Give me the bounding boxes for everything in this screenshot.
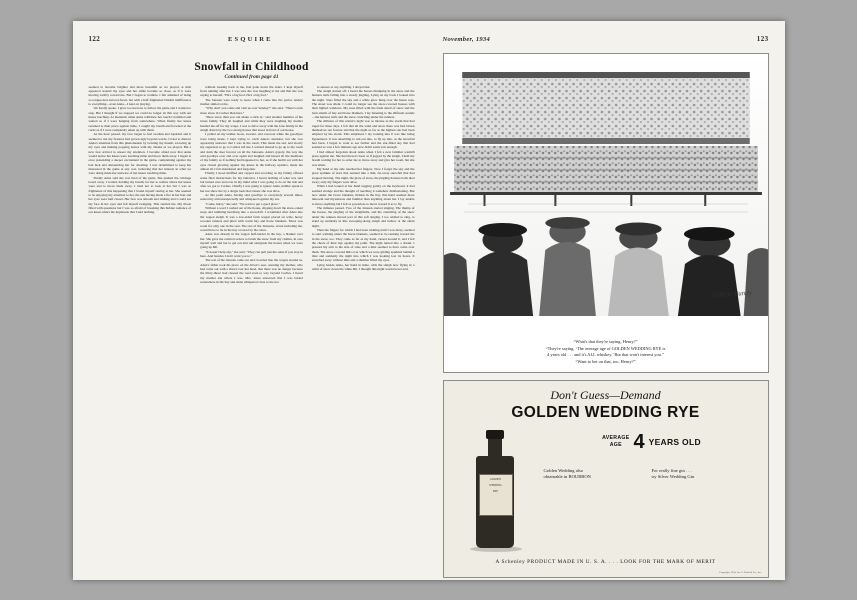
ad-brand-title: GOLDEN WEDDING RYE [511, 403, 700, 421]
article-column-2 [200, 85, 303, 285]
ad-note-left-line-2: obtainable in BOURBON [543, 474, 591, 480]
whiskey-advertisement [443, 380, 769, 578]
left-page [73, 21, 429, 580]
article-continued-line: Continued from page 41 [224, 73, 279, 80]
paragraph: "Why don't you come and visit us over Sunday?" she said. "There's even more snow in Corlies than here." [200, 106, 303, 115]
paragraph: The minutes passed. Two of the Janssen started singing. The thump of the horses, the jingling of the sleighbells, and the crunching of the snow under the runners moved part of this soft singing. I too wished to sing, to stand up suddenly in this swooping-along sleigh and bellow at the silent night. [311, 206, 415, 228]
right-running-head [443, 35, 769, 47]
right-folio: 123 [756, 34, 769, 43]
caption-line-3: 4 years old . . . and it's ALL whiskey.’ But that won't interest you.” [547, 352, 664, 358]
age-label-line-2: AGE [609, 441, 622, 448]
caption-line-4: “Want to bet on that, too, Henry?” [575, 358, 636, 364]
age-statement [544, 432, 760, 452]
ad-footer-line: A Schenley PRODUCT MADE IN U. S. A. . . . LOOK FOR THE MARK OF MERIT [495, 558, 716, 565]
paragraph: Then the fingers for which I had been wishing until I was dizzy, seemed to start walking under the horse blankets, seemed to be running toward me in the snow, too. They came as far as my hand, closed around it, and I felt the chock of their lips against my palm. The night turned into a dream. I pressed my arm to the side of state and a mist seemed to have come over them. The snow-covered hills over which we were gliding sparkled behind a mist and suddenly the night into which I was looking lost its hours. It stretched away without time and a slumber filled my eyes. [311, 227, 415, 263]
paragraph: When I had looked at her hand tugging gently on the keyboard, it had seemed strange and the thought of touching it somehow disillusioning. But now under the brave blankets, hidden in the hay, this hand seemed more innocent and mysterious and familiar than anything about her. I lay unable to move anything but I felt as powerless to move toward it as to fly. [311, 184, 415, 206]
magazine-name: ESQUIRE [228, 35, 273, 43]
paragraph: The Janssen were ready to leave when I came into the parlor. Anna's mother smiled at me. [200, 97, 303, 106]
article-title: Snowfall in Childhood [194, 60, 309, 73]
age-suffix: YEARS OLD [648, 436, 701, 447]
issue-date: November, 1934 [442, 35, 491, 43]
paragraph: Anna was already in the wagon half-buried in the hay, a blanket over her. She gave me comical orders to brush the snow from my clothes, in case myself well and not to get out and run alongside the horses when we were going up hill. [200, 232, 303, 250]
paragraph: The sleigh started off. I heard the horses thumping in the snow and the harness bells falling into a steady jingling. Lying on my back I looked into the night. Stars filled the sky and a white glow hung over the house tops. The street was silent. I could no longer see the snow-covered houses with their lighted windows. My nose filled with the fresh smell of snow and the barn smells of hay and horse blankets. I lay listening to the different sounds—the harness bells and the snow crunching under the runners. [311, 88, 415, 119]
two-page-spread [73, 21, 785, 580]
bottle-label-line-3: RYE [492, 490, 499, 494]
ad-note-right-line-2: try Silver Wedding Gin [651, 474, 695, 480]
age-label [602, 435, 629, 448]
caption-line-2: “They're saying, ‘The average age of GOLDEN WEDDING RYE is [545, 345, 666, 351]
paragraph: I had almost forgotten about Anna when I felt a new familiar warmth press against me. She had moved closer as if jogged by the sleigh. I held my breath waiting for her to order me to move away and give her room, but she was silent. [311, 149, 415, 167]
ad-right-column [538, 426, 760, 552]
paragraph: I pulled on my leather boots, sweater, and overcoat while the goodbyes were being made. I kept trying to catch Anna's attention, but she was apparently unaware that I was in the room. This made me sad, and slowly my eagerness to go to Corlies left me. I wanted instead to go up to my room and slam the door forever on all the Janssens. Anna's gayety, the way she said goodbye over and over again and laughed and kissed all the members of my family as if nothing had happened to her, as if she hadn't sat with her eyes closed glowing against my knees in the hallway upstairs, made me almost ill. I felt abandoned and forgotten. [200, 132, 303, 172]
ad-notes [544, 468, 760, 481]
bottle-neck [488, 436, 502, 460]
paragraph: My hand at my side touched her fingers. Now I forgot the sky and the great sprinkle of stars that seemed like a thin, far-away snowfall that had stopped moving. The night, the glare of snow, the jingling harness bells died away; only my fingers were alive. [311, 167, 415, 185]
article-header [89, 61, 415, 80]
ad-note-right [652, 468, 760, 481]
cartoon-illustration [444, 54, 768, 316]
age-number: 4 [633, 430, 645, 453]
article-column-3 [312, 85, 415, 285]
paragraph: At this point Anna, having said goodbye to everybody several times, seized my arm unexpectedly and whispered against my ear. [200, 193, 303, 202]
paragraph: Lying beside Anna, her hand in mine, with the sleigh now flying in a whirl of snow down the white hill, I thought this night would never end. [311, 262, 415, 271]
paragraph: Without a word I rushed out of the house, slipping down the snow-caked steps and tumbling headlong into a snowdrift. I scrambled after Anna into the wagon sleigh. It was a low-sided farm wagon placed on wide, heavy wooden runners and piled with warm hay and horse blankets. There was room for only one in the seat. The rest of the Janssens, seven including me, would have to lie in the hay covered by the robes. [200, 206, 303, 232]
paragraph: without looking back at me, had gone down the stairs. I kept myself from running after her. I was sure she was laughing at me and that she was saying to herself, "He's a big fool. He's a big fool." [200, 84, 303, 98]
ad-note-left-line-1: Golden Wedding also [543, 467, 584, 473]
paragraph: seemed to become brighter and more beautiful as we played. A mist appeared around my eyes and her smile became so close, as if it were moving swiftly toward me. But I began to tremble. I felt ashamed of being so tongue-tied and red-faced, but with a half-frightened blissful indifference to everything—even Anna—I kept on playing. [88, 84, 192, 106]
cartoon-panel [443, 53, 769, 373]
article-columns [89, 85, 415, 285]
right-page [429, 21, 785, 580]
bottle-cap [486, 430, 504, 439]
bottle-illustration [452, 426, 538, 552]
paragraph: We hardly spoke. I grew too nervous to follow the game and I wanted to stop. But I thought if we stopped we could no longer sit this way with our knees touching. At moments when Anna withdrew her touch I trembled and waited as if I were hanging from somewhere. When finally her knees returned to their place against mine, I caught my breath and frowned at the cards as if I were completely taken up with them. [88, 106, 192, 132]
paragraph: "Come, hurry," she said. "We want to get a good place." [205, 201, 280, 206]
ad-kicker: Don't Guess—Demand [550, 387, 661, 402]
artist-signature: Gilbert Bundy [711, 288, 752, 299]
paragraph: The stillness of this winter's night was as intense as the storm that had raged for three days. I felt that all the wind and snow there was had blown themselves out forever and that the night so far as the highest star had been emptied by the storm. This emptiness I lay looking into it was like being hypnotized. It was unsettling to run out into, to fly up into, as the snowfall had been. I began to want to see farther and the star-filled sky that had seemed so vast a few minutes ago now didn't seem vast enough. [311, 119, 415, 150]
paragraph: As the hour passed, my face began to feel swollen and lopsided and it seemed to me my features had grown ugly beyond words. I tried to distract Anna's attention from this phenomenon by twisting my mouth, screwing up my eyes and making popping noises with my cheeks as we played. But a new fear arrived to unseat my attention. I became afraid now that Anna would notice her knees were touching mine and move them away. I began at once pretending a deeper excitement in the game, complaining against my bad luck and denouncing her for cheating. I was determined to keep her interested in the game at any cost, believing that her interest in what we were doing made her unaware of her knees touching mine. [88, 132, 192, 176]
bottle-label-line-2: WEDDING [489, 483, 502, 487]
article-column-1 [89, 85, 192, 285]
age-label-line-1: AVERAGE [602, 435, 630, 442]
paragraph: to answer or say anything. I obeyed her. [316, 84, 371, 89]
paragraph: "It doesn't help any," she said. "They can pull just the same if you stay in here. And besides I don't want you to." [200, 249, 303, 258]
paragraph: Finally Anna said she was tired of the game. She pushed the cribbage board away. I waited, holding my breath, for her to realize where her knees were and to move them away. I tried not to look at her but I was so frightened of this happening that I found myself staring at her. She seemed to be enjoying my attention to her, the sun having made a fire in her hair and her eyes were half closed. Her face was smooth and smiling and I could see my face in her eyes and felt myself swinging. This startled me. My throat filled with questions but I was so afraid of breaking this hidden romance of our knees under the inglenook that I said nothing. [88, 175, 192, 215]
paragraph: "More snow than you can shake a stick at," said another member of the Jones family. They all laughed and while they were laughing my mother hustled me off for my wraps. I was to drive away with the Jans family in the sleigh driven by the two strong horses that stood in front of our house. [200, 114, 303, 132]
ad-copyright: Copyright, 1934, Jos. S. Finch & Co., Inc. [719, 570, 762, 574]
ad-note-right-line-1: For really fine gin . . . [651, 467, 692, 473]
ad-body [444, 422, 768, 552]
ad-headline-block [444, 381, 768, 422]
bottle-label [479, 474, 513, 516]
paragraph: Finally I stood muffled and capped and scowling as my family offered some final instructions for my behavior. I heard nothing of what was said but turned over and over in my mind what I was going to do on the ride and after we got to Corlies. Chiefly I was going to ignore Anna, neither speak to her nor show her by a single look that I knew she was alive. [200, 171, 303, 193]
stadium-crowd-illustration [444, 54, 768, 316]
caption-line-1: “What's that they're saying, Henry?” [573, 339, 638, 345]
cartoon-caption [452, 339, 760, 365]
bottle-label-line-1: GOLDEN [490, 477, 501, 481]
left-running-head [89, 35, 415, 47]
left-folio: 122 [88, 34, 101, 43]
ad-note-left [544, 468, 652, 481]
paragraph: The rest of the Janssen came out and crowded into the wagon around us. Anna's father took his place on the driver's seat, assuring my mother, who had come out with a shawl over her head, that there was no danger because the thirty-three' had cleared the road even to way beyond Corlies. I heard my mother ask where I was. Mrs. Jones answered that I was buried somewhere in the hay and Anna whispered close to me not [200, 258, 303, 284]
